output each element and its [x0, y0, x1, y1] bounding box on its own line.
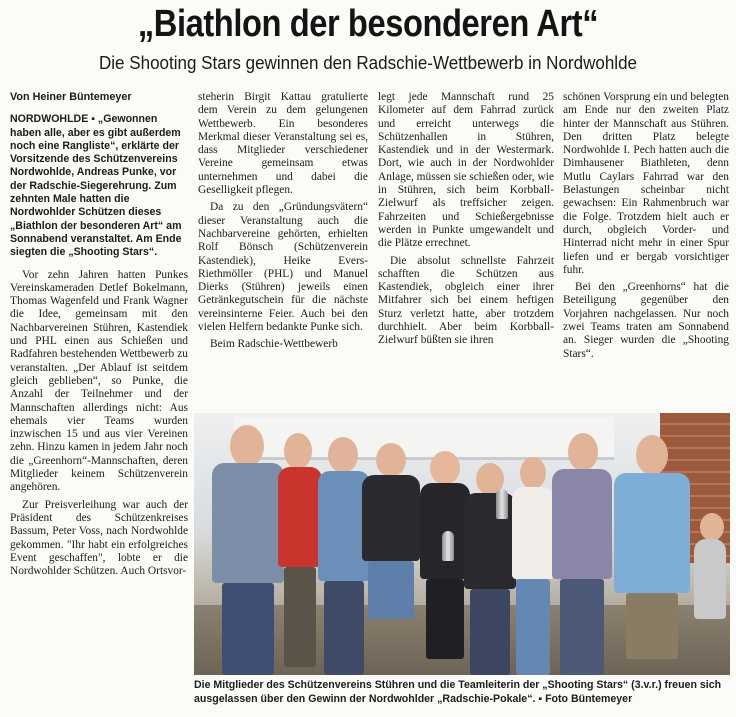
- subheadline: Die Shooting Stars gewinnen den Radschie-Wettbewerb in Nordwohlde: [98, 52, 638, 73]
- headline: „Biathlon der besonderen Art“: [137, 3, 599, 45]
- paragraph: Bei den „Greenhorns“ hat die Beteiligung gegenüber den Vorjahren nachgelassen. Nur noch zwei Teams traten am Sonnabend an. Sieger wurden die „Shooting Stars“.: [563, 281, 729, 360]
- paragraph: Da zu den „Gründungsvätern“ dieser Veranstaltung auch die Nachbarvereine gehörten, erhielten Rolf Bönsch (Schützenverein Kastendiek), Heike Evers-Riethmöller (PHL) und Manuel Dierks (Stühren) jeweils einen Getränkegutschein für die nächste vereinsinterne Feier. Auch bei den vielen Helfern bedankte Punke sich.: [198, 201, 368, 334]
- article-column-1: [10, 91, 188, 711]
- paragraph: legt jede Mannschaft rund 25 Kilometer auf dem Fahrrad zurück und erreicht unterwegs die Schützenhallen in Stühren, Kastendiek und in der Westermark. Dort, wie auch in der Nordwohlder Anlage, müssen sie schießen oder, wie in Stühren, sich beim Korbball-Zielwurf als treffsicher zeigen. Fahrzeiten und Schießergebnisse werden in Punkte umgewandelt und die Plätze errechnet.: [378, 91, 554, 250]
- paragraph: schönen Vorsprung ein und belegten am Ende nur den zweiten Platz hinter der Mannschaft aus Stühren. Den dritten Platz belegte Nordwohlde I. Pech hatten auch die Dimhausener Biathleten, denn Mutlu Caylars Fahrrad war den Belastungen scheinbar nicht gewachsen: Ein Rahmenbruch war die Folge. Trotzdem hielt auch er durch, obgleich Vorder- und Hinterrad nicht mehr in einer Spur liefen und er bergab vorsichtiger fuhr.: [563, 91, 729, 276]
- article-column-3: [378, 91, 554, 391]
- paragraph: steherin Birgit Kattau gratulierte dem Verein zu dem gelungenen Wettbewerb. Ein besonderes Merkmal dieser Veranstaltung sei es, dass Mitglieder verschiedener Vereine gemeinsam etwas unternehmen und dabei die Geselligkeit pflegen.: [198, 91, 368, 197]
- photo-person: [692, 513, 728, 675]
- article-column-4: [563, 91, 729, 391]
- paragraph: Vor zehn Jahren hatten Punkes Vereinskameraden Detlef Bokelmann, Thomas Wagenfeld und Frank Wagner die Idee, gemeinsam mit den Nachbarvereinen Stühren, Kastendiek und PHL einen aus Schießen und Radfahren bestehenden Wettbewerb zu veranstalten. „Der Ablauf ist seitdem gleich geblieben“, so Punke, die Anzahl der Teilnehmer und der Mannschaften allerdings nicht: Aus ehemals vier Teams wurden inzwischen 15 und aus vier Vereinen zehn. Hinzu kamen in jedem Jahr noch die „Greenhorn“-Mannschaften, deren Mitglieder keinem Schützenverein angehören.: [10, 268, 188, 494]
- paragraph: Zur Preisverleihung war auch der Präsident des Schützenkreises Bassum, Peter Voss, nach Nordwohlde gekommen. "Ihr habt ein erfolgreiches Event geschaffen", lobte er die Nordwohlder Schützen. Auch Ortsvor-: [10, 498, 188, 578]
- paragraph: Beim Radschie-Wettbewerb: [210, 338, 338, 351]
- photo-person: [360, 443, 422, 675]
- photo-person: [550, 433, 614, 675]
- photo-caption: Die Mitglieder des Schützenvereins Stühren und die Teamleiterin der „Shooting Stars“ (3.v.r.) freuen sich ausgelassen über den Gewinn der Nordwohlder „Radschie-Pokale“. ▪ Foto Büntemeyer: [194, 679, 722, 705]
- article-column-2: [198, 91, 368, 391]
- photo-person: [610, 435, 694, 675]
- group-photo: [194, 413, 730, 675]
- lead-paragraph: NORDWOHLDE ▪ „Gewonnen haben alle, aber es gibt außerdem noch eine Rangliste“, erklärte der Vorsitzende des Schützenvereins Nordwohlde, Andreas Punke, vor der Radschie-Siegerehrung. Zum zehnten Male hatten die Nordwohlder Schützen dieses „Biathlon der besonderen Art“ am Sonnabend veranstaltet. Am Ende siegten die „Shooting Stars“.: [10, 113, 182, 259]
- paragraph: Die absolut schnellste Fahrzeit schafften die Schützen aus Kastendiek, obgleich einer ihrer Mitfahrer sich bei einem heftigen Sturz verletzt hatte, aber trotzdem durchhielt. Aber beim Korbball-Zielwurf büßten sie ihren: [378, 254, 554, 347]
- byline: Von Heiner Büntemeyer: [10, 91, 132, 103]
